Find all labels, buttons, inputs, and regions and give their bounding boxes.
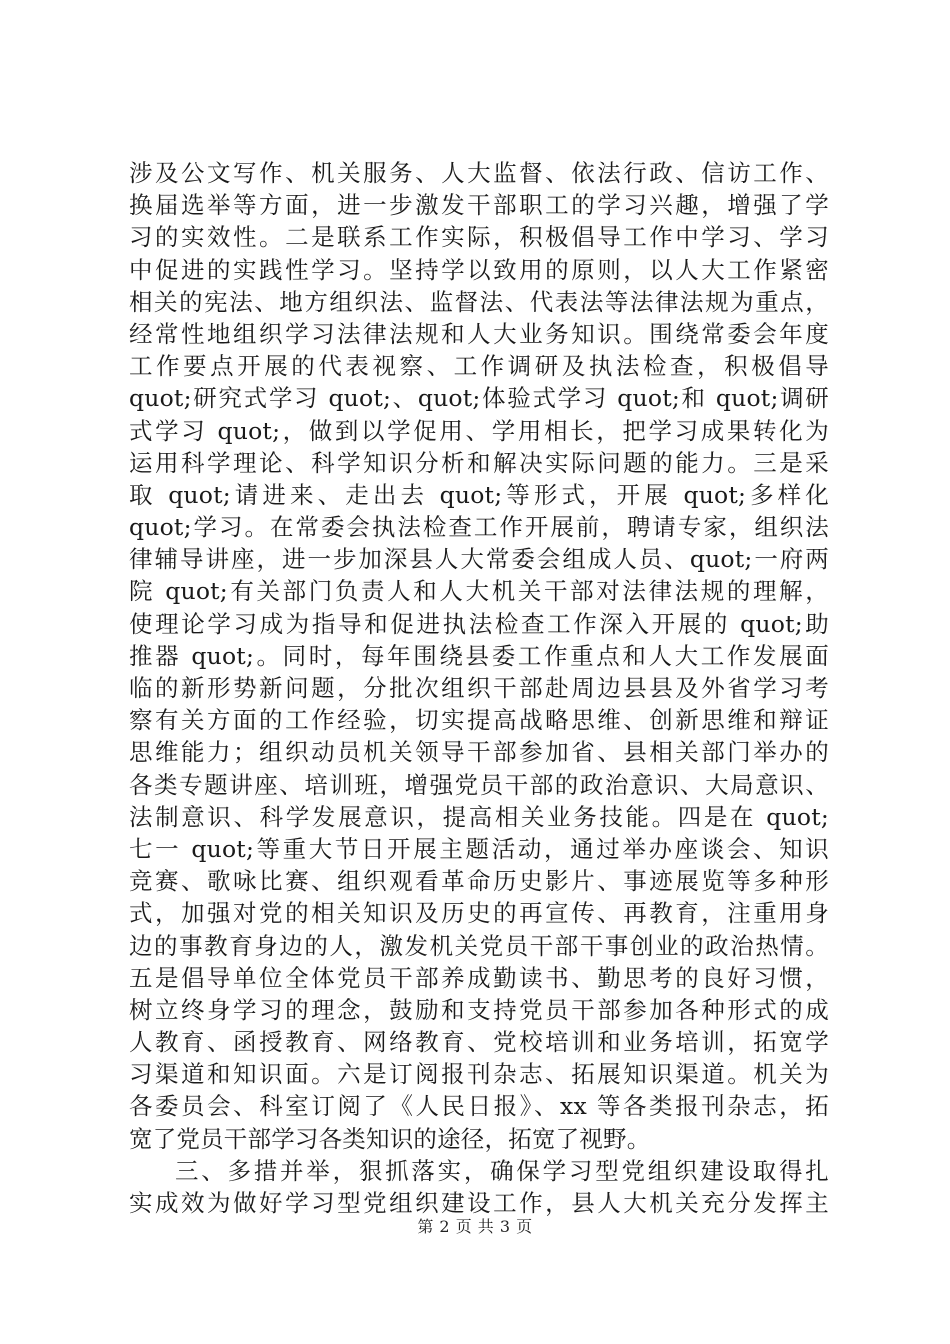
text-line: 各类专题讲座、培训班，增强党员干部的政治意识、大局意识、 [129, 770, 829, 799]
text-line: 各委员会、科室订阅了《人民日报》、xx 等各类报刊杂志，拓 [129, 1092, 829, 1121]
text-line: 实成效为做好学习型党组织建设工作，县人大机关充分发挥主 [129, 1189, 829, 1217]
text-line: 推器 quot;。同时，每年围绕县委工作重点和人大工作发展面 [129, 641, 829, 670]
text-line: 运用科学理论、科学知识分析和解决实际问题的能力。三是采 [129, 448, 829, 477]
text-line: 换届选举等方面，进一步激发干部职工的学习兴趣，增强了学 [129, 191, 829, 220]
text-line: 七一 quot;等重大节日开展主题活动，通过举办座谈会、知识 [129, 834, 829, 863]
text-line: 取 quot;请进来、走出去 quot;等形式，开展 quot;多样化 [129, 480, 829, 509]
text-line: quot;研究式学习 quot;、quot;体验式学习 quot;和 quot;调研 [129, 384, 829, 413]
page-footer: 第 2 页 共 3 页 [417, 1217, 533, 1236]
text-line: 院 quot;有关部门负责人和人大机关干部对法律法规的理解， [129, 577, 829, 606]
text-line: 察有关方面的工作经验，切实提高战略思维、创新思维和辩证 [129, 706, 829, 735]
text-line: 律辅导讲座，进一步加深县人大常委会组成人员、quot;一府两 [129, 545, 829, 574]
text-line: 法制意识、科学发展意识，提高相关业务技能。四是在 quot; [129, 802, 829, 831]
text-line: 宽了党员干部学习各类知识的途径，拓宽了视野。 [129, 1124, 651, 1153]
text-line: 思维能力；组织动员机关领导干部参加省、县相关部门举办的 [129, 738, 829, 767]
text-line: 竞赛、歌咏比赛、组织观看革命历史影片、事迹展览等多种形 [129, 867, 829, 896]
text-line: 使理论学习成为指导和促进执法检查工作深入开展的 quot;助 [129, 609, 829, 638]
text-line: 中促进的实践性学习。坚持学以致用的原则，以人大工作紧密 [129, 255, 829, 284]
text-line: 习的实效性。二是联系工作实际，积极倡导工作中学习、学习 [129, 223, 829, 252]
text-line: 式学习 quot;，做到以学促用、学用相长，把学习成果转化为 [129, 416, 829, 445]
text-line: 涉及公文写作、机关服务、人大监督、依法行政、信访工作、 [129, 159, 829, 187]
text-line: 临的新形势新问题，分批次组织干部赴周边县县及外省学习考 [129, 674, 829, 702]
text-line: 经常性地组织学习法律法规和人大业务知识。围绕常委会年度 [129, 319, 829, 348]
text-line: 相关的宪法、地方组织法、监督法、代表法等法律法规为重点， [129, 287, 829, 316]
text-line: 式，加强对党的相关知识及历史的再宣传、再教育，注重用身 [129, 899, 829, 928]
text-line: 人教育、函授教育、网络教育、党校培训和业务培训，拓宽学 [129, 1028, 829, 1057]
text-line: 五是倡导单位全体党员干部养成勤读书、勤思考的良好习惯， [129, 963, 829, 992]
section-heading-line: 三、多措并举，狠抓落实，确保学习型党组织建设取得扎 [175, 1156, 829, 1185]
text-line: quot;学习。在常委会执法检查工作开展前，聘请专家，组织法 [129, 513, 829, 542]
body-text [129, 157, 829, 1219]
text-line: 工作要点开展的代表视察、工作调研及执法检查，积极倡导 [129, 352, 829, 381]
text-line: 习渠道和知识面。六是订阅报刊杂志、拓展知识渠道。机关为 [129, 1060, 829, 1089]
text-line: 树立终身学习的理念，鼓励和支持党员干部参加各种形式的成 [129, 995, 829, 1024]
text-line: 边的事教育身边的人，激发机关党员干部干事创业的政治热情。 [129, 931, 829, 960]
